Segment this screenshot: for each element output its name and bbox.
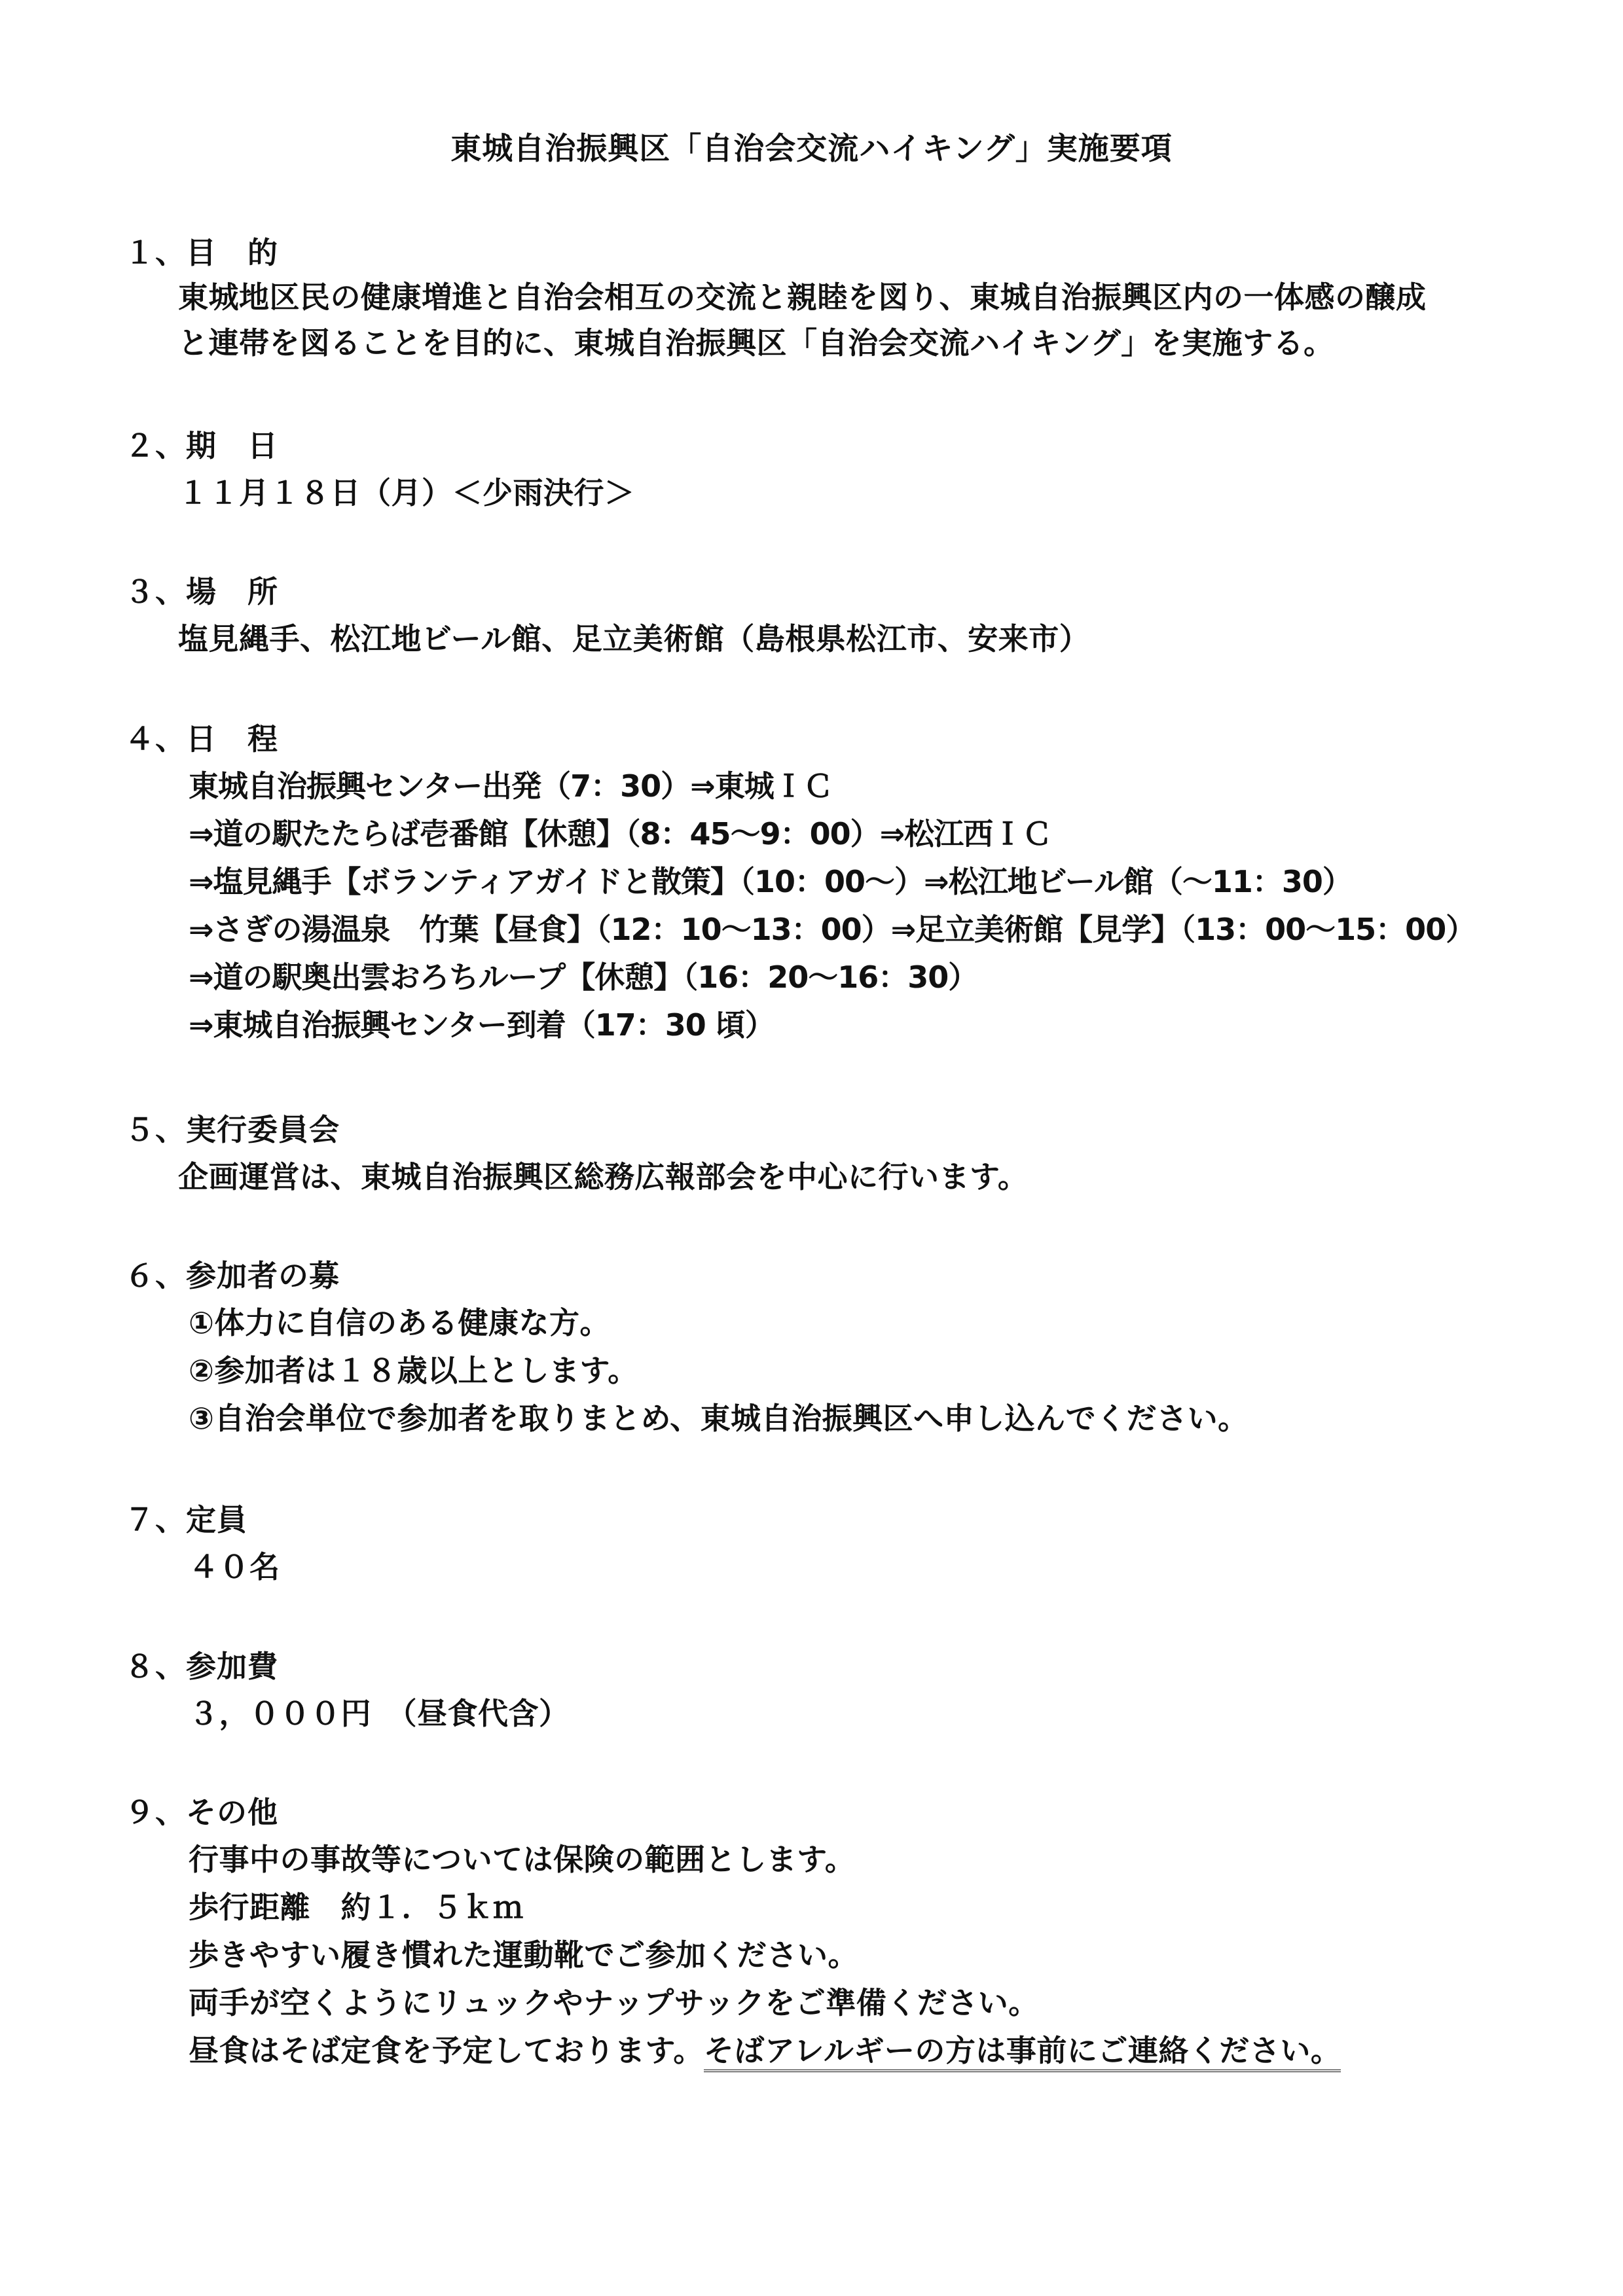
- section-line: ３，０００円 （昼食代含）: [189, 1696, 570, 1731]
- section-heading: ３、場 所: [124, 574, 278, 609]
- section-heading: ８、参加費: [124, 1649, 278, 1684]
- document-title: 東城自治振興区「自治会交流ハイキング」実施要項: [450, 131, 1173, 167]
- section-line: ⇒東城自治振興センター到着（17：30 頃）: [189, 1007, 775, 1043]
- section-line: 歩きやすい履き慣れた運動靴でご参加ください。: [189, 1937, 858, 1973]
- section-heading: ７、定員: [124, 1502, 247, 1537]
- section-line: ４０名: [189, 1549, 280, 1585]
- section-line: 塩見縄手、松江地ビール館、足立美術館（島根県松江市、安来市）: [178, 621, 1090, 656]
- section-line: 行事中の事故等については保険の範囲とします。: [189, 1842, 856, 1877]
- section-heading: ２、期 日: [124, 428, 278, 463]
- section-line: 東城自治振興センター出発（7：30）⇒東城ＩＣ: [189, 768, 833, 804]
- section-line: と連帯を図ることを目的に、東城自治振興区「自治会交流ハイキング」を実施する。: [178, 325, 1334, 361]
- section-line: ⇒さぎの湯温泉 竹葉【昼食】（12：10～13：00）⇒足立美術館【見学】（13：00～15：00）: [189, 912, 1476, 947]
- section-line: 企画運営は、東城自治振興区総務広報部会を中心に行います。: [178, 1159, 1029, 1194]
- section-line: ⇒道の駅奥出雲おろちループ【休憩】（16：20～16：30）: [189, 960, 978, 995]
- section-heading: ９、その他: [124, 1795, 278, 1830]
- lunch-note: 昼食はそば定食を予定しております。: [189, 2033, 704, 2068]
- section-line: ③自治会単位で参加者を取りまとめ、東城自治振興区へ申し込んでください。: [189, 1401, 1249, 1436]
- section-line: ②参加者は１８歳以上とします。: [189, 1353, 638, 1388]
- section-line: ⇒塩見縄手【ボランティアガイドと散策】（10：00～）⇒松江地ビール館（～11：30）: [189, 864, 1352, 899]
- section-line: ①体力に自信のある健康な方。: [189, 1305, 610, 1340]
- section-line: 両手が空くようにリュックやナップサックをご準備ください。: [189, 1985, 1039, 2020]
- section-heading: １、目 的: [124, 235, 278, 270]
- section-line: １１月１８日（月）＜少雨決行＞: [178, 475, 635, 511]
- section-line: ⇒道の駅たたらば壱番館【休憩】（8：45～9：00）⇒松江西ＩＣ: [189, 816, 1052, 852]
- allergy-notice: そばアレルギーの方は事前にご連絡ください。: [704, 2033, 1341, 2072]
- section-line: 歩行距離 約１．５ｋｍ: [189, 1890, 524, 1925]
- section-heading: ５、実行委員会: [124, 1112, 340, 1147]
- section-line-lunch: [189, 2027, 1341, 2070]
- section-heading: ４、日 程: [124, 721, 278, 757]
- section-heading: ６、参加者の募: [124, 1258, 340, 1293]
- section-line: 東城地区民の健康増進と自治会相互の交流と親睦を図り、東城自治振興区内の一体感の醸成: [178, 279, 1427, 315]
